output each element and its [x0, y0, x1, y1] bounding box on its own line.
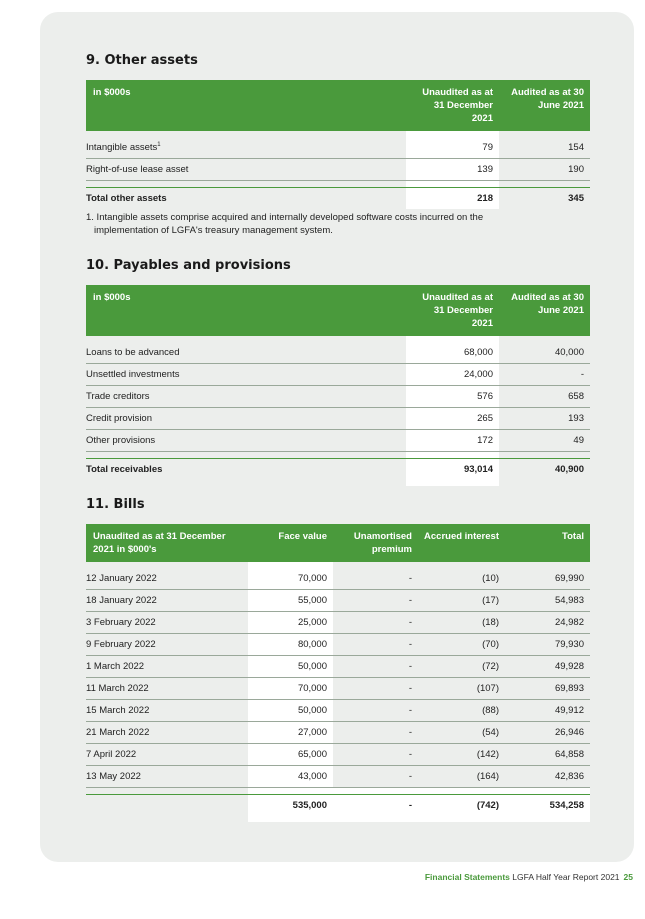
table-row [86, 568, 590, 590]
table-row [86, 386, 590, 408]
value-cell: 25,000 [248, 612, 333, 634]
value-cell: 79 [406, 137, 499, 159]
value-cell: 265 [406, 408, 499, 430]
column-header: Accrued interest [418, 524, 505, 562]
row-label: Total other assets [86, 188, 406, 210]
value-cell: 218 [406, 188, 499, 210]
value-cell: 68,000 [406, 342, 499, 364]
total-row [86, 188, 590, 210]
section-payables [86, 258, 590, 486]
value-cell: 40,900 [499, 459, 590, 481]
total-row [86, 795, 590, 817]
value-cell: 658 [499, 386, 590, 408]
table-row [86, 342, 590, 364]
value-cell: 193 [499, 408, 590, 430]
page-number: 25 [623, 872, 633, 882]
value-cell: 24,982 [505, 612, 590, 634]
row-label: Credit provision [86, 408, 406, 430]
value-cell: 93,014 [406, 459, 499, 481]
table-row [86, 766, 590, 788]
value-cell: - [333, 700, 418, 722]
section-other-assets [86, 53, 590, 209]
table-row [86, 408, 590, 430]
table-row [86, 700, 590, 722]
row-label [86, 795, 248, 817]
value-cell: 50,000 [248, 700, 333, 722]
value-cell: 139 [406, 159, 499, 181]
row-label: 9 February 2022 [86, 634, 248, 656]
column-header: in $000s [86, 80, 406, 131]
row-label: 21 March 2022 [86, 722, 248, 744]
table-row [86, 612, 590, 634]
table-row [86, 656, 590, 678]
value-cell: - [333, 590, 418, 612]
value-cell: (10) [418, 568, 505, 590]
table-row [86, 137, 590, 159]
value-cell: (70) [418, 634, 505, 656]
value-cell: 154 [499, 137, 590, 159]
row-label: Right-of-use lease asset [86, 159, 406, 181]
section-title: 9. Other assets [86, 53, 198, 68]
row-label: 18 January 2022 [86, 590, 248, 612]
table-row [86, 634, 590, 656]
footnote-line: implementation of LGFA's treasury management system. [94, 225, 333, 236]
value-cell: (72) [418, 656, 505, 678]
value-cell: - [333, 634, 418, 656]
value-cell: 27,000 [248, 722, 333, 744]
table-row [86, 430, 590, 452]
footnote-line: 1. Intangible assets comprise acquired and internally developed software costs incurred on the [86, 212, 484, 223]
row-label: 7 April 2022 [86, 744, 248, 766]
row-label: 11 March 2022 [86, 678, 248, 700]
table-row [86, 590, 590, 612]
row-label: 12 January 2022 [86, 568, 248, 590]
footnote-marker: 1 [157, 141, 161, 148]
value-cell: - [333, 656, 418, 678]
value-cell: (54) [418, 722, 505, 744]
table-row [86, 678, 590, 700]
value-cell: 64,858 [505, 744, 590, 766]
value-cell: - [333, 795, 418, 817]
value-cell: (107) [418, 678, 505, 700]
table-row [86, 159, 590, 181]
row-label: Intangible assets$^1$ [86, 137, 406, 159]
value-cell: 534,258 [505, 795, 590, 817]
section-title: 10. Payables and provisions [86, 258, 291, 273]
value-cell: 24,000 [406, 364, 499, 386]
value-cell: 55,000 [248, 590, 333, 612]
value-cell: 54,983 [505, 590, 590, 612]
table-row [86, 744, 590, 766]
value-cell: 69,990 [505, 568, 590, 590]
row-label: Loans to be advanced [86, 342, 406, 364]
value-cell: 49 [499, 430, 590, 452]
value-cell: 345 [499, 188, 590, 210]
page-footer [425, 872, 633, 882]
value-cell: 70,000 [248, 678, 333, 700]
column-header: Face value [248, 524, 333, 562]
value-cell: - [499, 364, 590, 386]
row-label: 15 March 2022 [86, 700, 248, 722]
footer-report: LGFA Half Year Report 2021 [509, 872, 620, 882]
column-header: Audited as at 30 June 2021 [499, 285, 590, 336]
column-header: Total [505, 524, 590, 562]
value-cell: 50,000 [248, 656, 333, 678]
row-label: Total receivables [86, 459, 406, 481]
value-cell: - [333, 722, 418, 744]
value-cell: - [333, 766, 418, 788]
row-label: 13 May 2022 [86, 766, 248, 788]
value-cell: - [333, 612, 418, 634]
column-header: Unaudited as at 31 December 2021 [406, 285, 499, 336]
footer-section: Financial Statements [424, 872, 510, 882]
value-cell: (88) [418, 700, 505, 722]
table-row [86, 722, 590, 744]
value-cell: (142) [418, 744, 505, 766]
value-cell: 535,000 [248, 795, 333, 817]
table-row [86, 364, 590, 386]
row-label: Unsettled investments [86, 364, 406, 386]
value-cell: 49,928 [505, 656, 590, 678]
value-cell: 49,912 [505, 700, 590, 722]
value-cell: - [333, 678, 418, 700]
value-cell: 40,000 [499, 342, 590, 364]
row-label: Trade creditors [86, 386, 406, 408]
column-header: Unaudited as at 31 December 2021 in $000's [86, 524, 248, 562]
value-cell: 43,000 [248, 766, 333, 788]
value-cell: 79,930 [505, 634, 590, 656]
bills-table [86, 524, 590, 822]
value-cell: 80,000 [248, 634, 333, 656]
column-header: Unamortised premium [333, 524, 418, 562]
value-cell: 190 [499, 159, 590, 181]
value-cell: 172 [406, 430, 499, 452]
value-cell: 42,836 [505, 766, 590, 788]
payables-table [86, 285, 590, 486]
value-cell: 65,000 [248, 744, 333, 766]
value-cell: (18) [418, 612, 505, 634]
footnote [86, 211, 556, 237]
row-label: 1 March 2022 [86, 656, 248, 678]
section-bills [86, 497, 590, 822]
other-assets-table [86, 80, 590, 209]
value-cell: (742) [418, 795, 505, 817]
value-cell: - [333, 568, 418, 590]
column-header: in $000s [86, 285, 406, 336]
value-cell: 576 [406, 386, 499, 408]
value-cell: 70,000 [248, 568, 333, 590]
row-label: Other provisions [86, 430, 406, 452]
row-label: 3 February 2022 [86, 612, 248, 634]
column-header: Audited as at 30 June 2021 [499, 80, 590, 131]
value-cell: 69,893 [505, 678, 590, 700]
value-cell: (164) [418, 766, 505, 788]
value-cell: 26,946 [505, 722, 590, 744]
value-cell: - [333, 744, 418, 766]
column-header: Unaudited as at 31 December 2021 [406, 80, 499, 131]
value-cell: (17) [418, 590, 505, 612]
section-title: 11. Bills [86, 497, 145, 512]
total-row [86, 459, 590, 481]
